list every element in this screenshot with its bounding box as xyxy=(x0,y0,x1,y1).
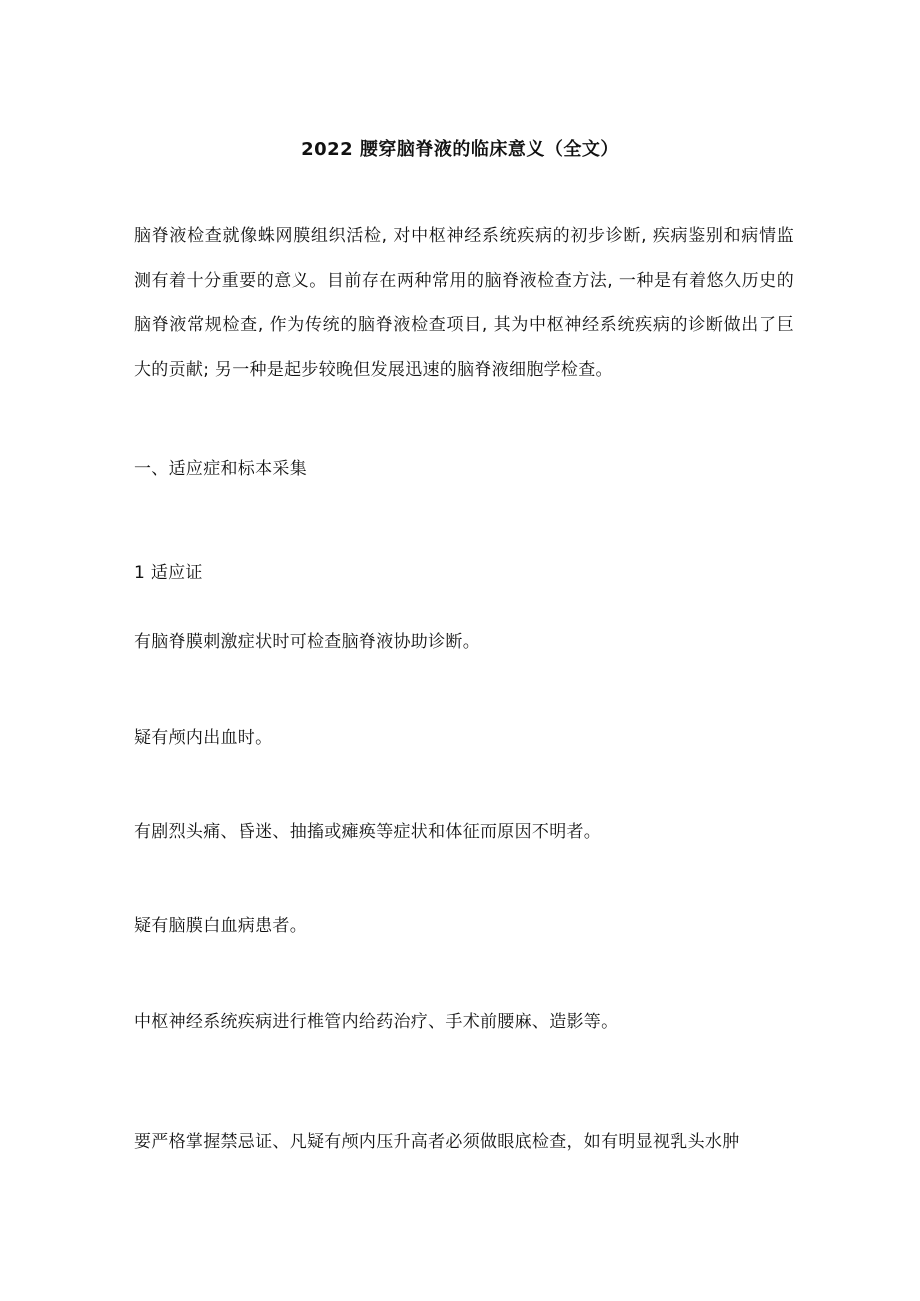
indication-item: 疑有脑膜白血病患者。 xyxy=(134,916,307,936)
intro-paragraph: 脑脊液检查就像蛛网膜组织活检, 对中枢神经系统疾病的初步诊断, 疾病鉴别和病情监测有着十分重要的意义。目前存在两种常用的脑脊液检查方法, 一种是有着悠久历史的脑脊液常规检查, 作为传统的脑脊液检查项目, 其为中枢神经系统疾病的诊断做出了巨大的贡献; 另一种是起步较晚但发展迅速的脑脊液细胞学检查。 xyxy=(134,226,794,380)
contraindication-warning: 要严格掌握禁忌证、凡疑有颅内压升高者必须做眼底检查，如有明显视乳头水肿 xyxy=(134,1132,740,1152)
section-heading: 一、适应症和标本采集 xyxy=(134,459,307,479)
indication-item: 疑有颅内出血时。 xyxy=(134,728,273,748)
subsection-heading: 1 适应证 xyxy=(134,563,203,583)
indication-item: 有剧烈头痛、昏迷、抽搐或瘫痪等症状和体征而原因不明者。 xyxy=(134,822,602,842)
indication-item: 中枢神经系统疾病进行椎管内给药治疗、手术前腰麻、造影等。 xyxy=(134,1012,619,1032)
indication-item: 有脑脊膜刺激症状时可检查脑脊液协助诊断。 xyxy=(134,632,480,652)
document-title: 2022 腰穿脑脊液的临床意义（全文） xyxy=(301,139,619,161)
